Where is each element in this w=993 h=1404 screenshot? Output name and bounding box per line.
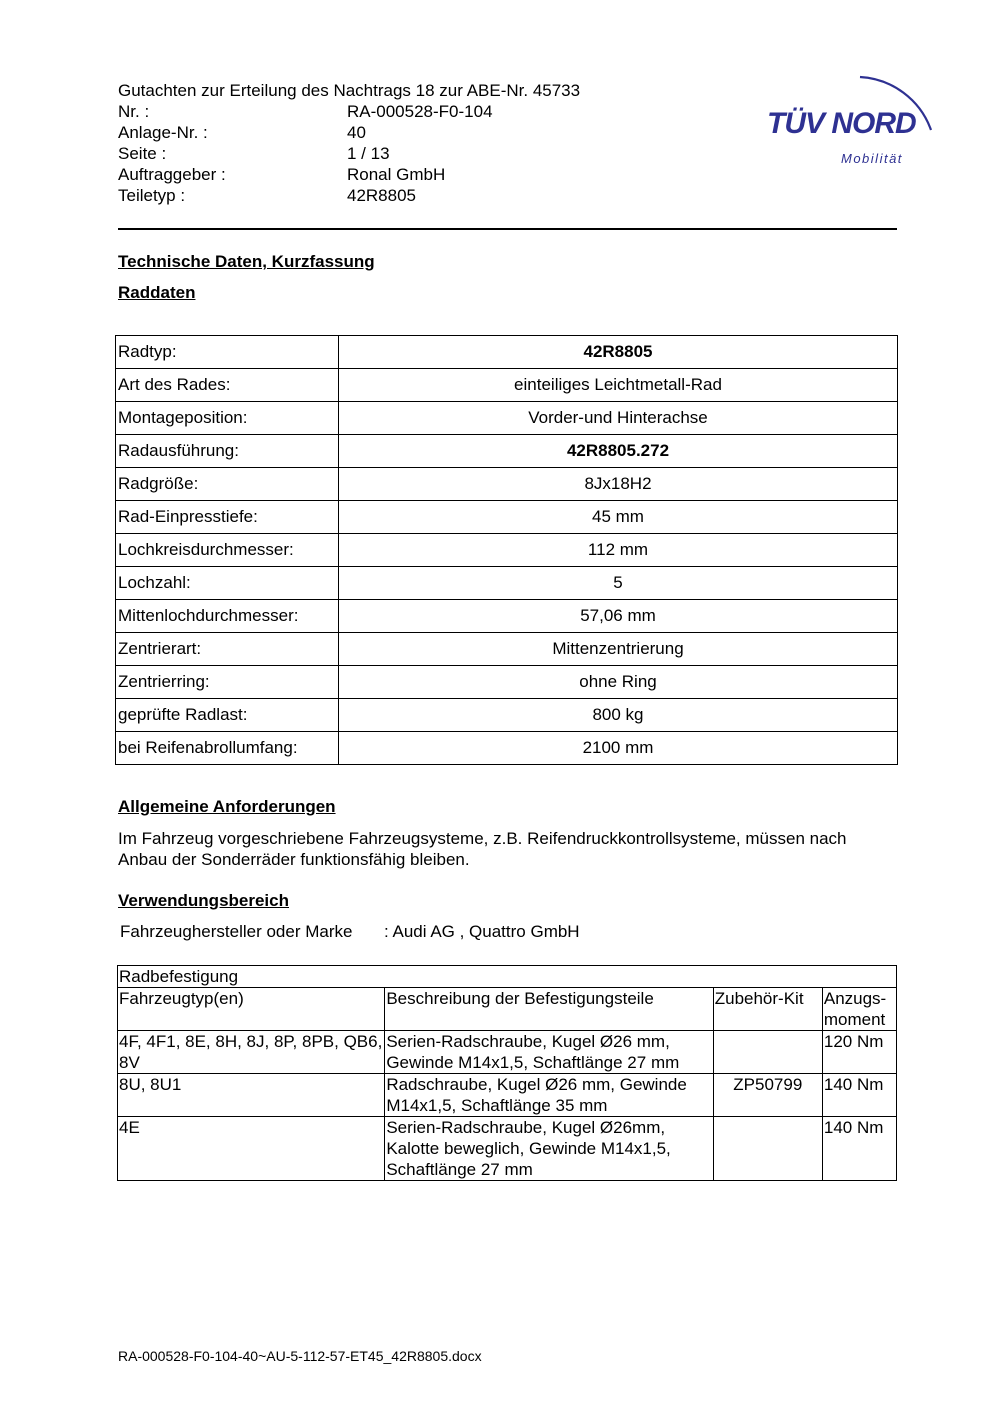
cell-moment: 140 Nm: [822, 1074, 896, 1117]
row-value: 57,06 mm: [339, 600, 898, 633]
table-row: [116, 666, 898, 699]
header-label: Teiletyp :: [118, 186, 186, 205]
row-value: 42R8805.272: [339, 435, 898, 468]
row-label: geprüfte Radlast:: [116, 699, 339, 732]
table-row: [116, 600, 898, 633]
row-value: ohne Ring: [339, 666, 898, 699]
table-title-row: [118, 966, 897, 988]
row-value: 42R8805: [339, 336, 898, 369]
column-header: Beschreibung der Befestigungsteile: [385, 988, 713, 1031]
header-label: Seite :: [118, 144, 167, 163]
cell-moment: 120 Nm: [822, 1031, 896, 1074]
row-value: einteiliges Leichtmetall-Rad: [339, 369, 898, 402]
tuev-nord-logo: [765, 55, 945, 175]
header-row-auftraggeber: [118, 164, 580, 185]
row-value: 800 kg: [339, 699, 898, 732]
table-row: [116, 369, 898, 402]
table-row: [116, 633, 898, 666]
row-value: 112 mm: [339, 534, 898, 567]
row-label: Radgröße:: [116, 468, 339, 501]
document-header: [118, 80, 580, 206]
table-row: [116, 468, 898, 501]
fahrzeughersteller-label: Fahrzeughersteller oder Marke: [120, 922, 353, 941]
header-value: 40: [347, 123, 366, 142]
cell-typ: 4E: [118, 1117, 385, 1181]
cell-kit: [713, 1031, 822, 1074]
radbefestigung-title: Radbefestigung: [118, 966, 897, 988]
cell-kit: ZP50799: [713, 1074, 822, 1117]
fahrzeughersteller-row: [120, 922, 580, 942]
header-label: Nr. :: [118, 102, 150, 121]
header-divider: [118, 228, 897, 230]
header-value: Ronal GmbH: [347, 165, 446, 184]
fahrzeughersteller-value: : Audi AG , Quattro GmbH: [384, 922, 580, 941]
row-value: 45 mm: [339, 501, 898, 534]
allgemein-text: Im Fahrzeug vorgeschriebene Fahrzeugsysteme, z.B. Reifendruckkontrollsysteme, müssen nach Anbau der Sonderräder funktionsfähig bleiben.: [118, 829, 847, 869]
header-label: Anlage-Nr. :: [118, 123, 208, 142]
header-row-seite: [118, 143, 580, 164]
table-row: [116, 402, 898, 435]
row-value: Mittenzentrierung: [339, 633, 898, 666]
row-value: 2100 mm: [339, 732, 898, 765]
row-label: Rad-Einpresstiefe:: [116, 501, 339, 534]
table-row: [116, 567, 898, 600]
row-label: Zentrierart:: [116, 633, 339, 666]
table-row: [116, 336, 898, 369]
table-row: [116, 732, 898, 765]
column-header: Zubehör-Kit: [713, 988, 822, 1031]
cell-beschreibung: Serien-Radschraube, Kugel Ø26 mm, Gewinde M14x1,5, Schaftlänge 27 mm: [385, 1031, 713, 1074]
radbefestigung-table: [117, 965, 897, 1181]
header-value: 1 / 13: [347, 144, 390, 163]
table-row: [116, 534, 898, 567]
table-row: [116, 699, 898, 732]
table-row: [116, 501, 898, 534]
header-value: RA-000528-F0-104: [347, 102, 493, 121]
cell-beschreibung: Radschraube, Kugel Ø26 mm, Gewinde M14x1,5, Schaftlänge 35 mm: [385, 1074, 713, 1117]
header-value: 42R8805: [347, 186, 417, 205]
header-row-nr: [118, 101, 580, 122]
header-label: Auftraggeber :: [118, 165, 226, 184]
row-label: Mittenlochdurchmesser:: [116, 600, 339, 633]
row-label: Radtyp:: [116, 336, 339, 369]
section-title: Technische Daten, Kurzfassung: [118, 252, 375, 271]
row-label: Lochkreisdurchmesser:: [116, 534, 339, 567]
column-header: Fahrzeugtyp(en): [118, 988, 385, 1031]
row-value: 5: [339, 567, 898, 600]
verwendung-title: Verwendungsbereich: [118, 891, 289, 910]
row-label: Radausführung:: [116, 435, 339, 468]
row-value: 8Jx18H2: [339, 468, 898, 501]
table-row: [116, 435, 898, 468]
header-row-teiletyp: [118, 185, 580, 206]
row-label: Montageposition:: [116, 402, 339, 435]
column-header: Anzugs-moment: [822, 988, 896, 1031]
table-header-row: [118, 988, 897, 1031]
cell-typ: 8U, 8U1: [118, 1074, 385, 1117]
logo-subtitle: Mobilität: [841, 151, 903, 166]
cell-moment: 140 Nm: [822, 1117, 896, 1181]
footer-filename: RA-000528-F0-104-40~AU-5-112-57-ET45_42R8805.docx: [118, 1348, 482, 1364]
cell-typ: 4F, 4F1, 8E, 8H, 8J, 8P, 8PB, QB6, 8V: [118, 1031, 385, 1074]
raddaten-title: Raddaten: [118, 283, 196, 302]
table-row: [118, 1074, 897, 1117]
row-label: Lochzahl:: [116, 567, 339, 600]
table-row: [118, 1031, 897, 1074]
table-row: [118, 1117, 897, 1181]
raddaten-table: [115, 335, 898, 765]
header-row-anlage: [118, 122, 580, 143]
cell-kit: [713, 1117, 822, 1181]
allgemein-title: Allgemeine Anforderungen: [118, 797, 336, 816]
logo-wordmark: TÜV NORD: [767, 107, 916, 140]
row-label: Art des Rades:: [116, 369, 339, 402]
cell-beschreibung: Serien-Radschraube, Kugel Ø26mm, Kalotte beweglich, Gewinde M14x1,5, Schaftlänge 27 mm: [385, 1117, 713, 1181]
document-title: Gutachten zur Erteilung des Nachtrags 18 zur ABE-Nr. 45733: [118, 81, 581, 100]
row-label: Zentrierring:: [116, 666, 339, 699]
row-label: bei Reifenabrollumfang:: [116, 732, 339, 765]
row-value: Vorder-und Hinterachse: [339, 402, 898, 435]
